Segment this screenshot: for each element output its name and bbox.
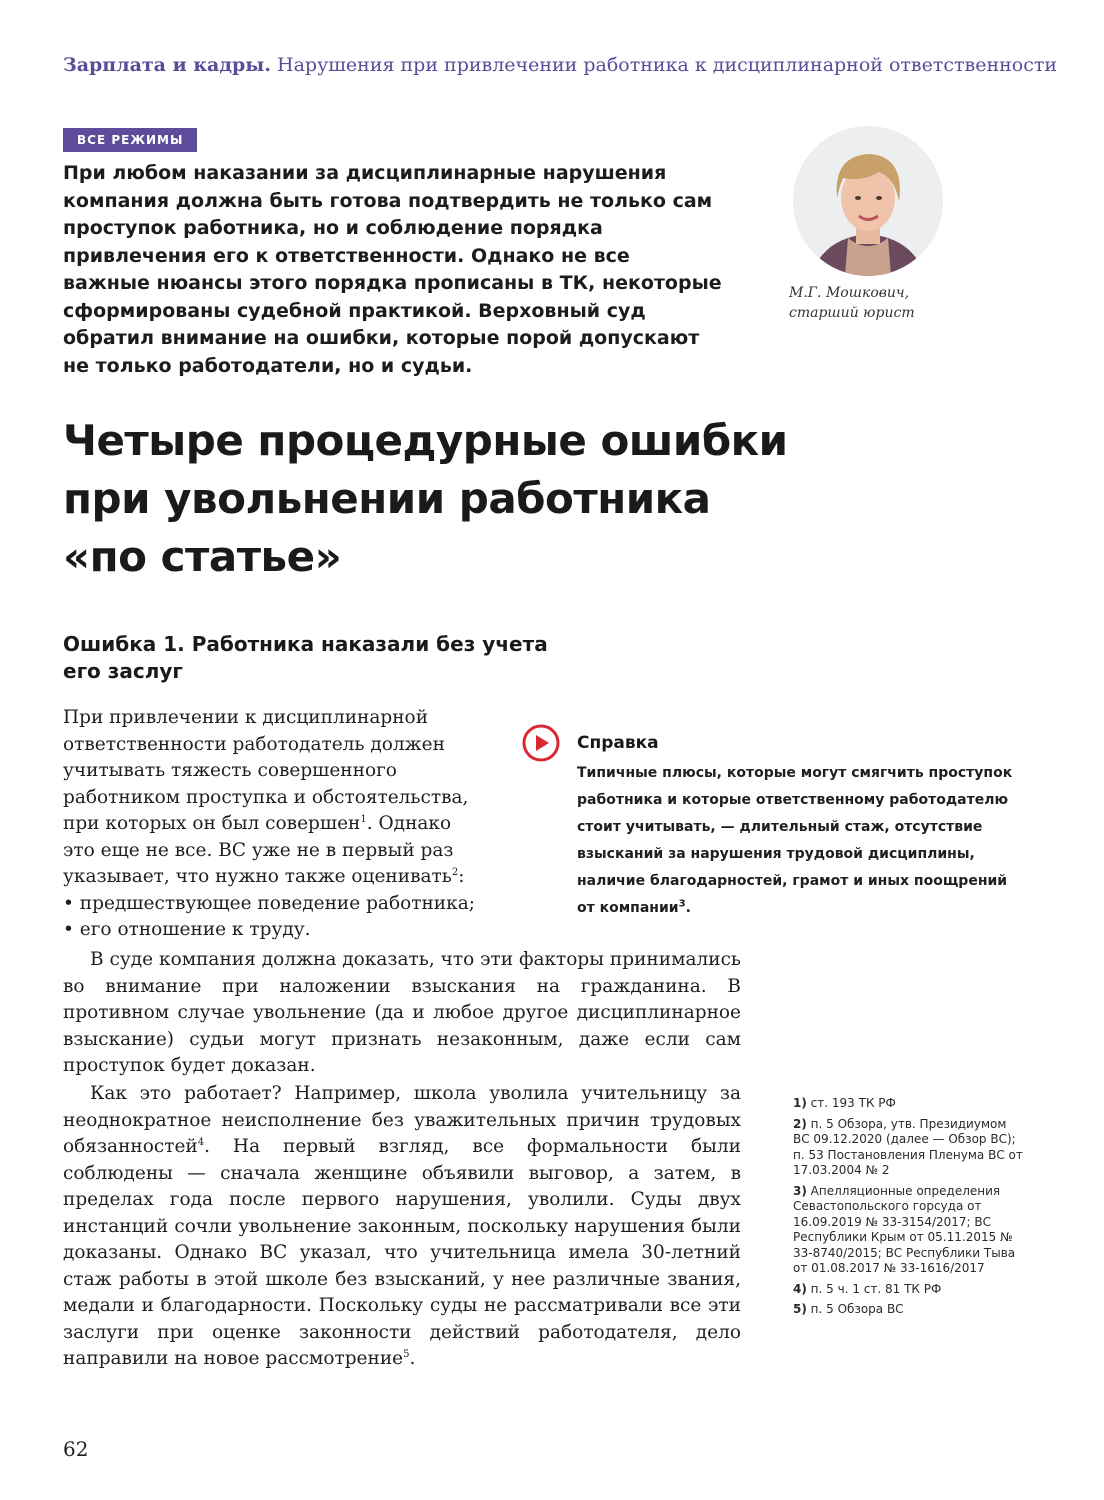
author-photo (793, 126, 943, 276)
footnote-text: п. 5 Обзора, утв. Президиумом ВС 09.12.2020 (далее — Обзор ВС); п. 53 Постановления Пленума ВС от 17.03.2004 № 2 (793, 1116, 1023, 1177)
lead-paragraph: При любом наказании за дисциплинарные нарушения компания должна быть готова подтвердить не только сам проступок работника, но и соблюдение порядка привлечения его к ответственности. Однако не все важные нюансы этого порядка прописаны в ТК, некоторые сформированы судебной практикой. Верховный суд обратил внимание на ошибки, которые порой допускают не только работодатели, но и судьи. (63, 162, 722, 377)
paragraph-3-text-b: . На первый взгляд, все формальности были соблюдены — сначала женщине объявили выговор, а затем, в пределах года после первого нарушения, уволили. Суды двух инстанций сочли увольнение законным, поскольку нарушения были доказаны. Однако ВС указал, что учительница имела 30-летний стаж работы в этой школе без взысканий, у нее различные звания, медали и благодарности. Поскольку суды не рассматривали все эти заслуги при оценке законности действий работодателя, дело направили на новое рассмотрение (63, 1136, 741, 1369)
paragraph-2 (63, 947, 741, 1080)
title-line-3: «по статье» (63, 532, 342, 581)
footnote (793, 1302, 1023, 1318)
author-role: старший юрист (789, 305, 915, 321)
footnote (793, 1282, 1023, 1298)
footnote-text: ст. 193 ТК РФ (810, 1096, 896, 1110)
paragraph-1-text-c: : (458, 866, 465, 887)
page-number: 62 (63, 1437, 89, 1461)
footnote-number: 2) (793, 1116, 807, 1131)
title-line-2: при увольнении работника (63, 474, 711, 523)
footnote-ref-2: 2 (451, 866, 459, 878)
list-item: • его отношение к труду. (63, 919, 311, 940)
error-1-heading-line-1: Ошибка 1. Работника наказали без учета (63, 632, 548, 656)
footnote-number: 4) (793, 1281, 807, 1296)
footnote-ref-3: 3 (678, 898, 686, 910)
footnote-ref-1: 1 (360, 813, 367, 825)
paragraph-2-text: В суде компания должна доказать, что эти факторы принимались во внимание при наложении взыскания на гражданина. В противном случае увольнение (да и любое другое дисциплинарное взыскание) судьи могут признать незаконным, даже если сам проступок будет доказан. (63, 949, 741, 1076)
author-portrait-icon (793, 126, 943, 276)
paragraph-1 (63, 705, 488, 944)
paragraph-1-text-a: При привлечении к дисциплинарной ответственности работодатель должен учитывать тяжесть совершенного работником проступка и обстоятельства, при которых он был совершен (63, 707, 469, 834)
play-circle-icon (521, 723, 561, 763)
footnote-number: 3) (793, 1183, 807, 1198)
footnote-text: п. 5 Обзора ВС (810, 1302, 904, 1316)
footnote (793, 1184, 1023, 1277)
paragraph-3-text-c: . (409, 1348, 416, 1369)
spravka-end: . (685, 900, 691, 916)
article-title (63, 412, 1023, 586)
regime-badge: ВСЕ РЕЖИМЫ (63, 128, 197, 152)
header-topic: Нарушения при привлечении работника к дисциплинарной ответственности (277, 54, 1058, 76)
footnotes (793, 1096, 1023, 1323)
paragraph-3-text-a: Как это работает? Например, школа уволила учительницу за неоднократное неисполнение без уважительных причин трудовых обязанностей (63, 1083, 741, 1157)
footnote-number: 5) (793, 1302, 807, 1316)
footnote (793, 1096, 1023, 1112)
author-name: М.Г. Мошкович, (789, 285, 910, 301)
footnote-text: п. 5 ч. 1 ст. 81 ТК РФ (810, 1281, 942, 1296)
footnote-text: Апелляционные определения Севастопольского горсуда от 16.09.2019 № 33-3154/2017; ВС Республики Крым от 05.11.2015 № 33-8740/2015; ВС Республики Тыва от 01.08.2017 № 33-1616/2017 (793, 1183, 1016, 1275)
spravka-text (577, 760, 1017, 922)
running-header (63, 54, 1063, 76)
spravka-title: Справка (577, 733, 659, 753)
footnote-number: 1) (793, 1096, 807, 1110)
spravka-body: Типичные плюсы, которые могут смягчить проступок работника и которые ответственному работодателю стоит учитывать, — длительный стаж, отсутствие взысканий за нарушения трудовой дисциплины, наличие благодарностей, грамот и иных поощрений от компании (577, 765, 1013, 916)
paragraph-1-text-b: . Однако это еще не все. ВС уже не в первый раз указывает, что нужно также оценивать (63, 813, 454, 887)
footnote (793, 1117, 1023, 1179)
header-section: Зарплата и кадры. (63, 54, 271, 76)
author-caption (789, 283, 1009, 323)
list-item: • предшествующее поведение работника; (63, 892, 475, 914)
error-1-heading-line-2: его заслуг (63, 659, 183, 683)
title-line-1: Четыре процедурные ошибки (63, 416, 788, 465)
paragraph-3 (63, 1081, 741, 1373)
error-1-heading (63, 631, 663, 685)
footnote-ref-5: 5 (403, 1348, 410, 1360)
footnote-ref-4: 4 (197, 1136, 205, 1148)
